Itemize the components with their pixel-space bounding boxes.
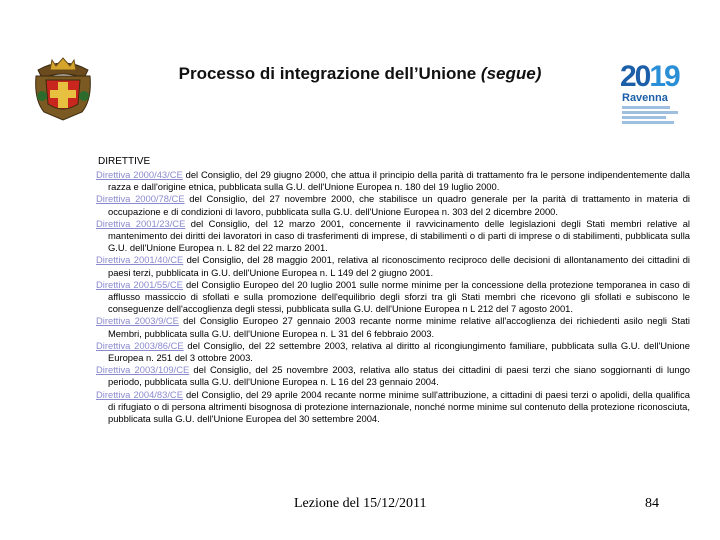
title-main: Processo di integrazione dell’Unione <box>178 64 477 83</box>
directive-description: del Consiglio, del 28 maggio 2001, relativa al riconoscimento reciproco delle decisioni di allontanamento dei cittadini di paesi terzi, pubblicata in G.U. dell'Unione Europea n. L 149 del 2 giugno 2001. <box>108 254 690 278</box>
footer-lecture-date: Lezione del 15/12/2011 <box>294 496 427 511</box>
directive-description: del Consiglio, del 12 marzo 2001, concernente il ravvicinamento delle legislazioni degli Stati membri relative al mantenimento dei diritti dei lavoratori in caso di trasferimenti di imprese, di stabilimenti o di parti di imprese o di stabilimenti, pubblicata sulla G.U. dell'Unione Europea n. L 82 del 22 marzo 2001. <box>108 217 690 254</box>
logo-year-b: 19 <box>649 60 679 93</box>
directive-link[interactable]: Direttiva 2000/43/CE <box>96 169 183 180</box>
directive-link[interactable]: Direttiva 2001/55/CE <box>96 278 183 290</box>
section-heading: DIRETTIVE <box>98 156 151 167</box>
logo-subtitle-lines <box>622 106 682 126</box>
directive-description: del Consiglio, del 22 settembre 2003, relativa al diritto al ricongiungimento familiare, pubblicata sulla G.U. dell'Unione Europea n. 251 del 3 ottobre 2003. <box>108 339 690 364</box>
directive-entry <box>96 169 690 193</box>
directive-entry <box>96 364 690 388</box>
directive-link[interactable]: Direttiva 2003/86/CE <box>96 339 184 351</box>
directive-link[interactable]: Direttiva 2001/23/CE <box>96 217 186 229</box>
ravenna-2019-logo <box>620 62 688 126</box>
logo-year-a: 20 <box>620 60 650 93</box>
directive-entry <box>96 193 690 217</box>
slide-title <box>0 62 720 86</box>
directive-entry <box>96 315 690 339</box>
directive-entry <box>96 218 690 255</box>
directive-link[interactable]: Direttiva 2000/78/CE <box>96 193 185 205</box>
directive-entry <box>96 389 690 426</box>
directive-link[interactable]: Direttiva 2004/83/CE <box>96 388 183 400</box>
directive-link[interactable]: Direttiva 2001/40/CE <box>96 254 184 266</box>
directive-description: del Consiglio, del 29 giugno 2000, che attua il principio della parità di trattamento fra le persone indipendentemente dalla razza e dall'origine etnica, pubblicata sulla G.U. dell'Unione Europea n. 180 del 19 luglio 2000. <box>108 169 690 193</box>
directive-description: del Consiglio, del 27 novembre 2000, che stabilisce un quadro generale per la parità di trattamento in materia di occupazione e di condizioni di lavoro, pubblicata sulla G.U. dell'Unione Europea n. 303 del 2 dicembre 2000. <box>108 193 690 217</box>
directive-description: del Consiglio, del 29 aprile 2004 recante norme minime sull'attribuzione, a cittadini di paesi terzi o apolidi, della qualifica di rifugiato o di persona altrimenti bisognosa di protezione internazionale, nonché norme minime sul contenuto della protezione riconosciuta, pubblicata sulla G.U. dell'Unione Europea del 30 settembre 2004. <box>108 388 690 425</box>
page-number: 84 <box>645 496 659 511</box>
logo-city: Ravenna <box>622 92 668 104</box>
directive-link[interactable]: Direttiva 2003/109/CE <box>96 364 190 376</box>
directive-entry <box>96 340 690 364</box>
directive-entry <box>96 279 690 316</box>
directive-description: del Consiglio Europeo del 20 luglio 2001 sulle norme minime per la concessione della protezione temporanea in caso di afflusso massiccio di sfollati e sulla promozione dell'equilibrio degli sforzi tra gli Stati membri che ricevono gli sfollati e subiscono le conseguenze dell'accoglienza degli stessi, pubblicata sulla G.U. dell'Unione Europea n L 212 del 7 agosto 2001. <box>108 278 690 315</box>
directive-description: del Consiglio Europeo 27 gennaio 2003 recante norme minime relative all'accoglienza dei richiedenti asilo negli Stati Membri, pubblicata sulla G.U. dell'Unione Europea n. L 31 del 6 febbraio 2003. <box>108 315 690 339</box>
title-italic: (segue) <box>480 64 542 83</box>
directive-entry <box>96 254 690 278</box>
directive-description: del Consiglio, del 25 novembre 2003, relativa allo status dei cittadini di paesi terzi che siano soggiornanti di lungo periodo, pubblicata sulla G.U. dell'Unione Europea n. L 16 del 23 gennaio 2004. <box>108 364 690 388</box>
directives-container <box>96 169 690 425</box>
directive-link[interactable]: Direttiva 2003/9/CE <box>96 315 179 327</box>
